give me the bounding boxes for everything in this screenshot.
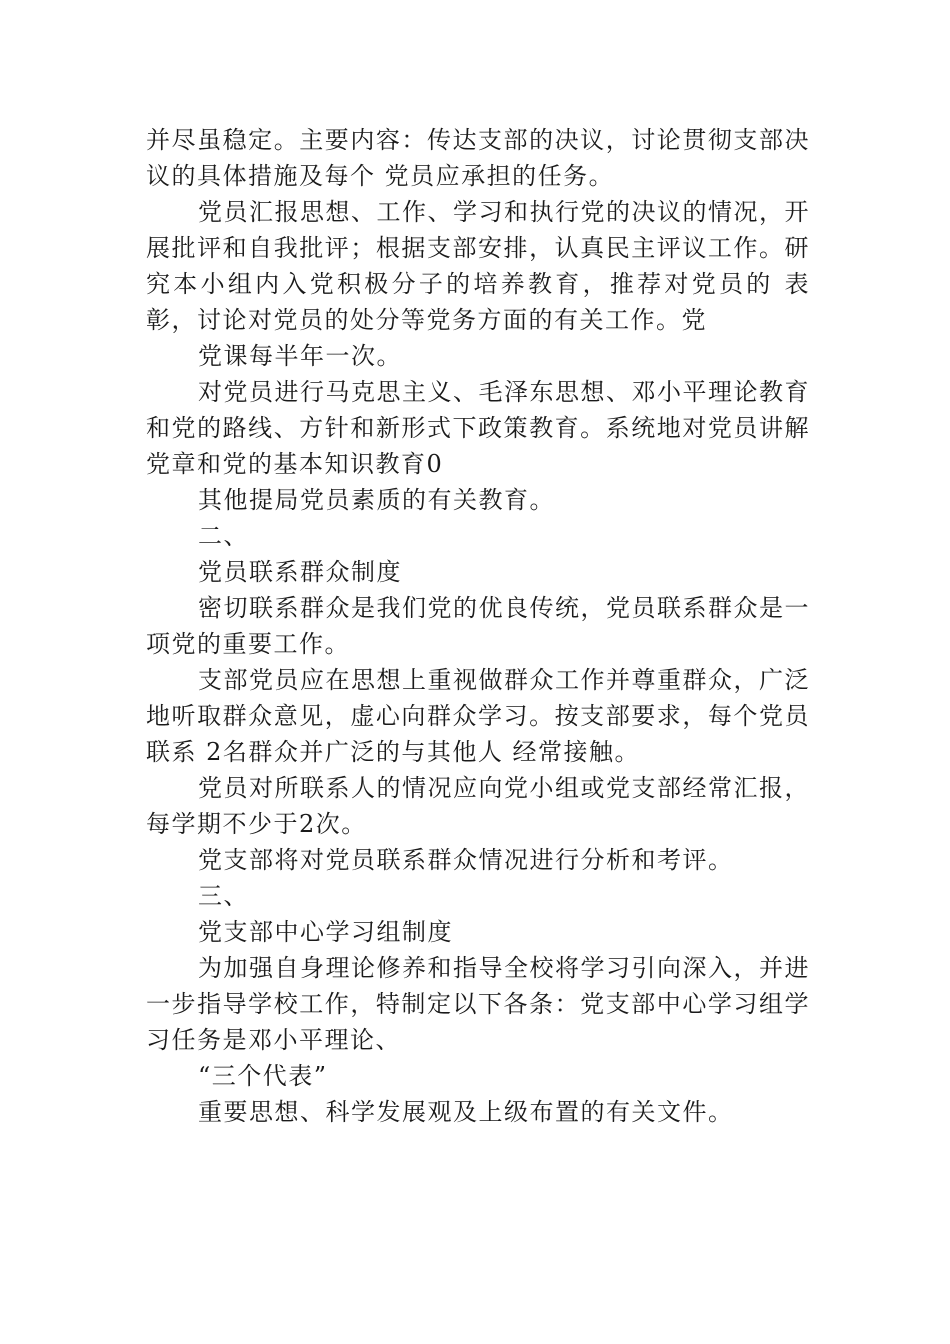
paragraph: 党员汇报思想、工作、学习和执行党的决议的情况，开展批评和自我批评；根据支部安排，认真民主评议工作。研究本小组内入党积极分子的培养教育，推荐对党员的 表彰，讨论对党员的处分等党务方面的有关工作。党 (146, 198, 810, 334)
paragraph: 对党员进行马克思主义、毛泽东思想、邓小平理论教育和党的路线、方针和新形式下政策教育。系统地对党员讲解党章和党的基本知识教育0 (146, 378, 810, 478)
paragraph: 密切联系群众是我们党的优良传统，党员联系群众是一项党的重要工作。 (146, 594, 810, 658)
quoted-phrase: “三个代表” (198, 1062, 328, 1090)
paragraph: 党员对所联系人的情况应向党小组或党支部经常汇报，每学期不少于2次。 (146, 774, 810, 838)
document-body (146, 122, 810, 1130)
paragraph: 为加强自身理论修养和指导全校将学习引向深入，并进一步指导学校工作，特制定以下各条：党支部中心学习组学习任务是邓小平理论、 (146, 954, 810, 1054)
paragraph: 支部党员应在思想上重视做群众工作并尊重群众，广泛地听取群众意见，虚心向群众学习。按支部要求，每个党员联系 2名群众并广泛的与其他人 经常接触。 (146, 666, 810, 766)
section-heading: 党员联系群众制度 (198, 558, 402, 586)
paragraph: 重要思想、科学发展观及上级布置的有关文件。 (198, 1098, 734, 1126)
section-number: 二、 (198, 522, 249, 550)
section-heading: 党支部中心学习组制度 (198, 918, 453, 946)
section-number: 三、 (198, 882, 249, 910)
paragraph: 其他提局党员素质的有关教育。 (198, 486, 555, 514)
paragraph-continued: 并尽虽稳定。主要内容：传达支部的决议，讨论贯彻支部决议的具体措施及每个 党员应承担的任务。 (146, 126, 810, 190)
paragraph: 党支部将对党员联系群众情况进行分析和考评。 (198, 846, 734, 874)
paragraph: 党课每半年一次。 (198, 342, 402, 370)
